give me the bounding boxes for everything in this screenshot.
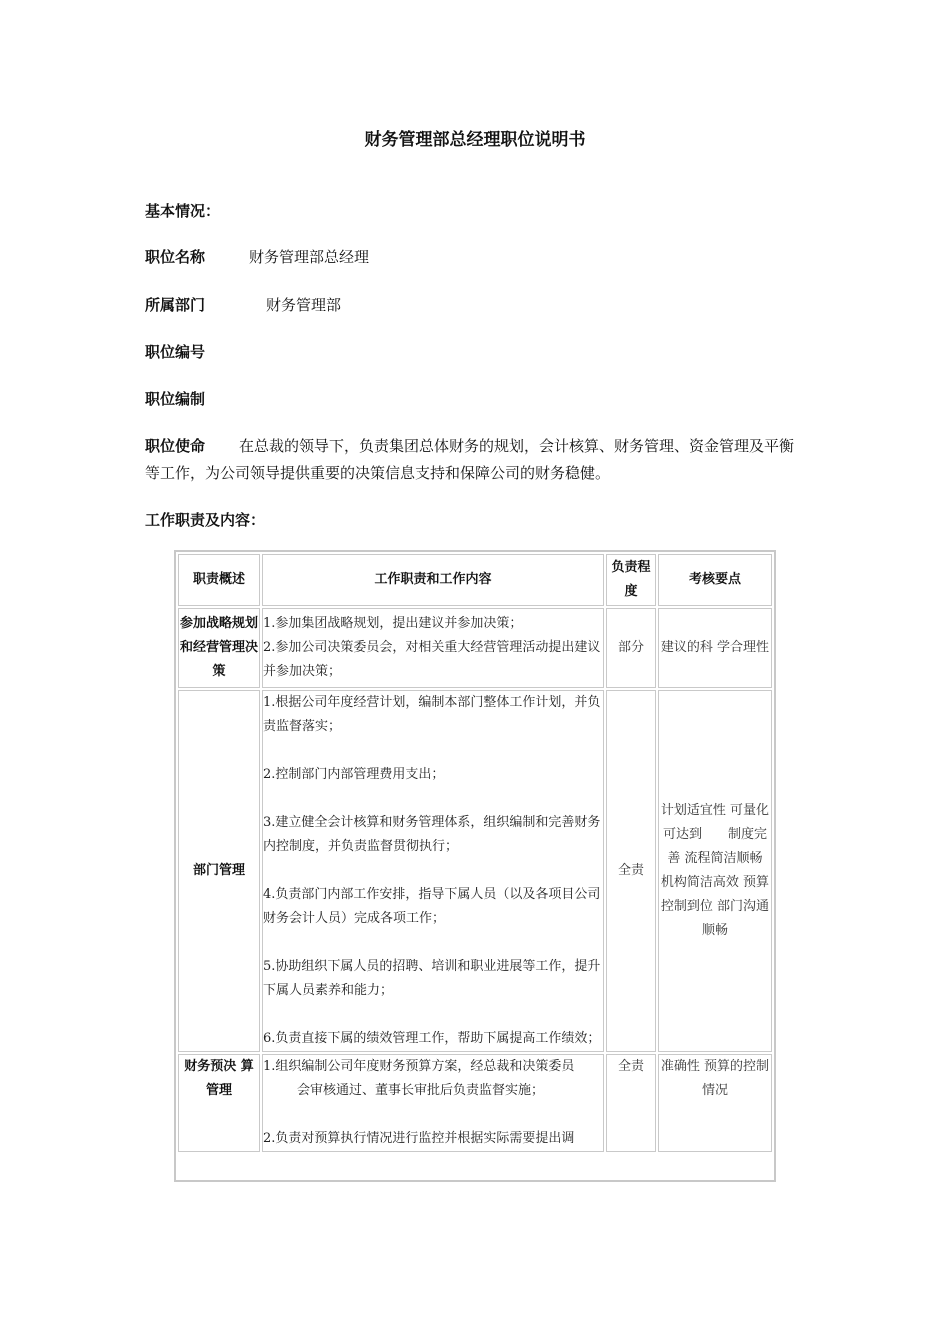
list-item: 4.负责部门内部工作安排，指导下属人员（以及各项目公司财务会计人员）完成各项工作；: [263, 887, 601, 926]
duties-table: [174, 550, 776, 1182]
field-label: 职位编号: [145, 343, 206, 361]
list-item: 3.建立健全会计核算和财务管理体系，组织编制和完善财务内控制度，并负责监督贯彻执行；: [263, 815, 601, 854]
table-row: [178, 608, 772, 688]
field-value: 财务管理部: [266, 296, 342, 314]
document-title: 财务管理部总经理职位说明书: [364, 130, 586, 150]
table-row: [178, 690, 772, 1052]
header-summary: 职责概述: [178, 554, 260, 606]
row-points: 建议的科 学合理性: [658, 608, 772, 688]
field-label: 职位名称: [145, 248, 206, 266]
row-points: 准确性 预算的控制情况: [658, 1054, 772, 1152]
row-summary: 参加战略规划和经营管理决策: [178, 608, 260, 688]
duties-heading: 工作职责及内容：: [145, 511, 266, 529]
field-position-number: [145, 341, 205, 362]
list-item: 1.组织编制公司年度财务预算方案，经总裁和决策委员: [263, 1059, 575, 1074]
field-label: 职位编制: [145, 390, 206, 408]
list-item: 5.协助组织下属人员的招聘、培训和职业进展等工作，提升下属人员素养和能力；: [263, 959, 601, 998]
mission-text: 在总裁的领导下，负责集团总体财务的规划，会计核算、财务管理、资金管理及平衡等工作，为公司领导提供重要的决策信息支持和保障公司的财务稳健。: [145, 437, 795, 482]
mission-label: 职位使命: [145, 437, 206, 455]
list-item: 1.根据公司年度经营计划，编制本部门整体工作计划，并负责监督落实；: [263, 695, 601, 734]
list-item: 会审核通过、董事长审批后负责监督实施；: [297, 1083, 545, 1098]
header-degree: 负责程度: [606, 554, 656, 606]
list-item: 2.控制部门内部管理费用支出；: [263, 767, 445, 782]
row-content: [262, 690, 604, 1052]
table-row: [178, 1054, 772, 1152]
field-position-staffing: [145, 388, 205, 409]
table-header-row: [178, 554, 772, 606]
row-summary: 部门管理: [178, 690, 260, 1052]
list-item: 2.参加公司决策委员会，对相关重大经营管理活动提出建议并参加决策；: [263, 640, 601, 679]
row-degree: 全责: [606, 1054, 656, 1152]
mission-paragraph: [145, 433, 805, 487]
list-item: 2.负责对预算执行情况进行监控并根据实际需要提出调: [263, 1131, 575, 1146]
field-position-name: [145, 246, 369, 267]
row-content: [262, 1054, 604, 1152]
field-department: [145, 294, 341, 315]
row-points: 计划适宜性 可量化 可达到 制度完善 流程简洁顺畅 机构简洁高效 预算控制到位 部门沟通顺畅: [658, 690, 772, 1052]
row-degree: 部分: [606, 608, 656, 688]
field-label: 所属部门: [145, 296, 206, 314]
field-value: 财务管理部总经理: [249, 248, 370, 266]
row-content: [262, 608, 604, 688]
row-summary: 财务预决 算管理: [178, 1054, 260, 1152]
basic-info-heading: 基本情况：: [145, 202, 221, 220]
header-points: 考核要点: [658, 554, 772, 606]
header-content: 工作职责和工作内容: [262, 554, 604, 606]
list-item: 1.参加集团战略规划，提出建议并参加决策；: [263, 616, 523, 631]
row-degree: 全责: [606, 690, 656, 1052]
list-item: 6.负责直接下属的绩效管理工作，帮助下属提高工作绩效；: [263, 1031, 601, 1046]
